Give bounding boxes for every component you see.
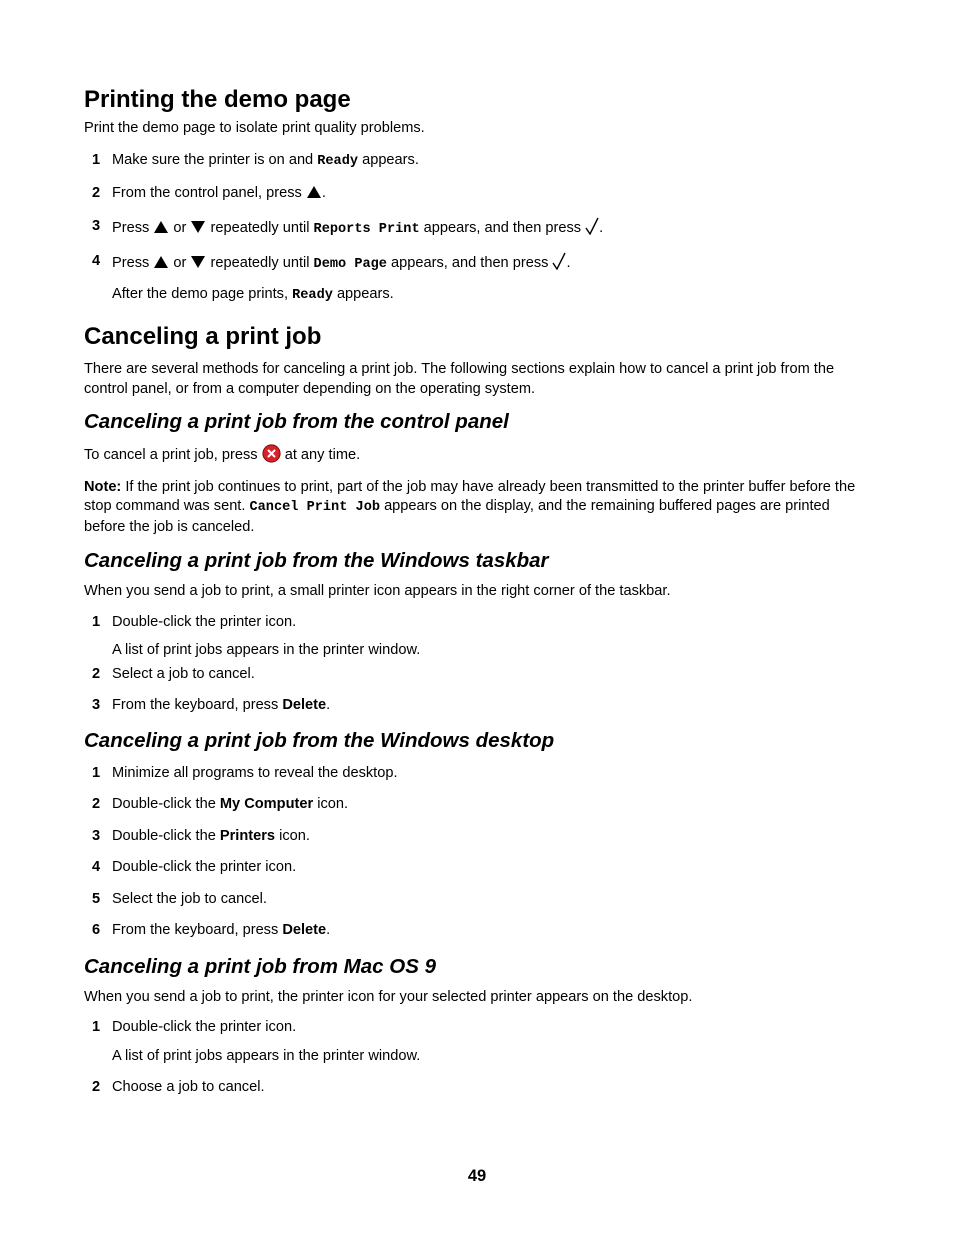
desktop-step-3: 3 Double-click the Printers icon.: [92, 827, 310, 844]
desktop-step-5: 5 Select the job to cancel.: [92, 890, 267, 907]
checkmark-icon: [585, 217, 599, 235]
heading-cancel-mac-os-9: Canceling a print job from Mac OS 9: [84, 954, 436, 978]
code-ready: Ready: [317, 153, 359, 169]
heading-cancel-windows-desktop: Canceling a print job from the Windows desktop: [84, 728, 555, 752]
demo-step-2: 2 From the control panel, press .: [92, 185, 326, 201]
taskbar-step-3: 3 From the keyboard, press Delete.: [92, 697, 331, 713]
desktop-step-2: 2 Double-click the My Computer icon.: [92, 796, 349, 812]
demo-step-4: 4 Press or repeatedly until Demo Page appears, and then press .: [92, 253, 571, 272]
desktop-step-6: 6 From the keyboard, press Delete.: [92, 922, 331, 938]
taskbar-step-1-result: A list of print jobs appears in the printer window.: [112, 642, 421, 658]
stop-x-icon: [262, 444, 281, 463]
mac-step-1-result: A list of print jobs appears in the printer window.: [112, 1047, 421, 1064]
panel-instruction: To cancel a print job, press at any time.: [84, 444, 874, 466]
cancel-intro: There are several methods for canceling a print job. The following sections explain how to cancel a print job from the control panel, or from a computer depending on the operating system.: [84, 361, 835, 397]
desktop-step-4: 4 Double-click the printer icon.: [92, 859, 297, 875]
checkmark-icon: [552, 252, 566, 270]
down-arrow-icon: [190, 255, 206, 269]
code-reports-print: Reports Print: [313, 221, 420, 237]
taskbar-intro: When you send a job to print, a small printer icon appears in the right corner of the taskbar.: [84, 583, 671, 599]
heading-printing-demo-page: Printing the demo page: [84, 86, 351, 113]
document-page: [84, 84, 874, 1098]
desktop-step-1: 1 Minimize all programs to reveal the desktop.: [92, 764, 398, 781]
heading-cancel-windows-taskbar: Canceling a print job from the Windows taskbar: [84, 549, 549, 572]
code-cancel-print-job: Cancel Print Job: [249, 500, 381, 515]
code-demo-page: Demo Page: [313, 257, 387, 272]
demo-after-note: After the demo page prints, Ready appears.: [112, 285, 394, 303]
page-number: 49: [467, 1167, 487, 1185]
heading-cancel-control-panel: Canceling a print job from the control panel: [84, 410, 509, 433]
heading-canceling-print-job: Canceling a print job: [84, 323, 322, 350]
mac-step-2: 2 Choose a job to cancel.: [92, 1079, 265, 1095]
down-arrow-icon: [190, 220, 206, 234]
mac-intro: When you send a job to print, the printer icon for your selected printer appears on the desktop.: [84, 988, 693, 1005]
taskbar-step-1: 1 Double-click the printer icon.: [92, 613, 297, 630]
panel-note: Note: If the print job continues to print, part of the job may have already been transmitted to the printer buffer before the stop command was sent. Cancel Print Job appears on the display, and the remaining buffered pages are printed before the job is canceled.: [84, 478, 856, 535]
up-arrow-icon: [153, 255, 169, 269]
code-ready: Ready: [292, 287, 333, 303]
demo-step-3: 3 Press or repeatedly until Reports Print appears, and then press .: [92, 217, 604, 237]
taskbar-step-2: 2 Select a job to cancel.: [92, 665, 255, 682]
up-arrow-icon: [153, 220, 169, 234]
mac-step-1: 1 Double-click the printer icon.: [92, 1019, 297, 1035]
demo-step-1: 1 Make sure the printer is on and Ready appears.: [92, 151, 419, 169]
up-arrow-icon: [306, 185, 322, 199]
demo-intro: Print the demo page to isolate print quality problems.: [84, 120, 425, 136]
